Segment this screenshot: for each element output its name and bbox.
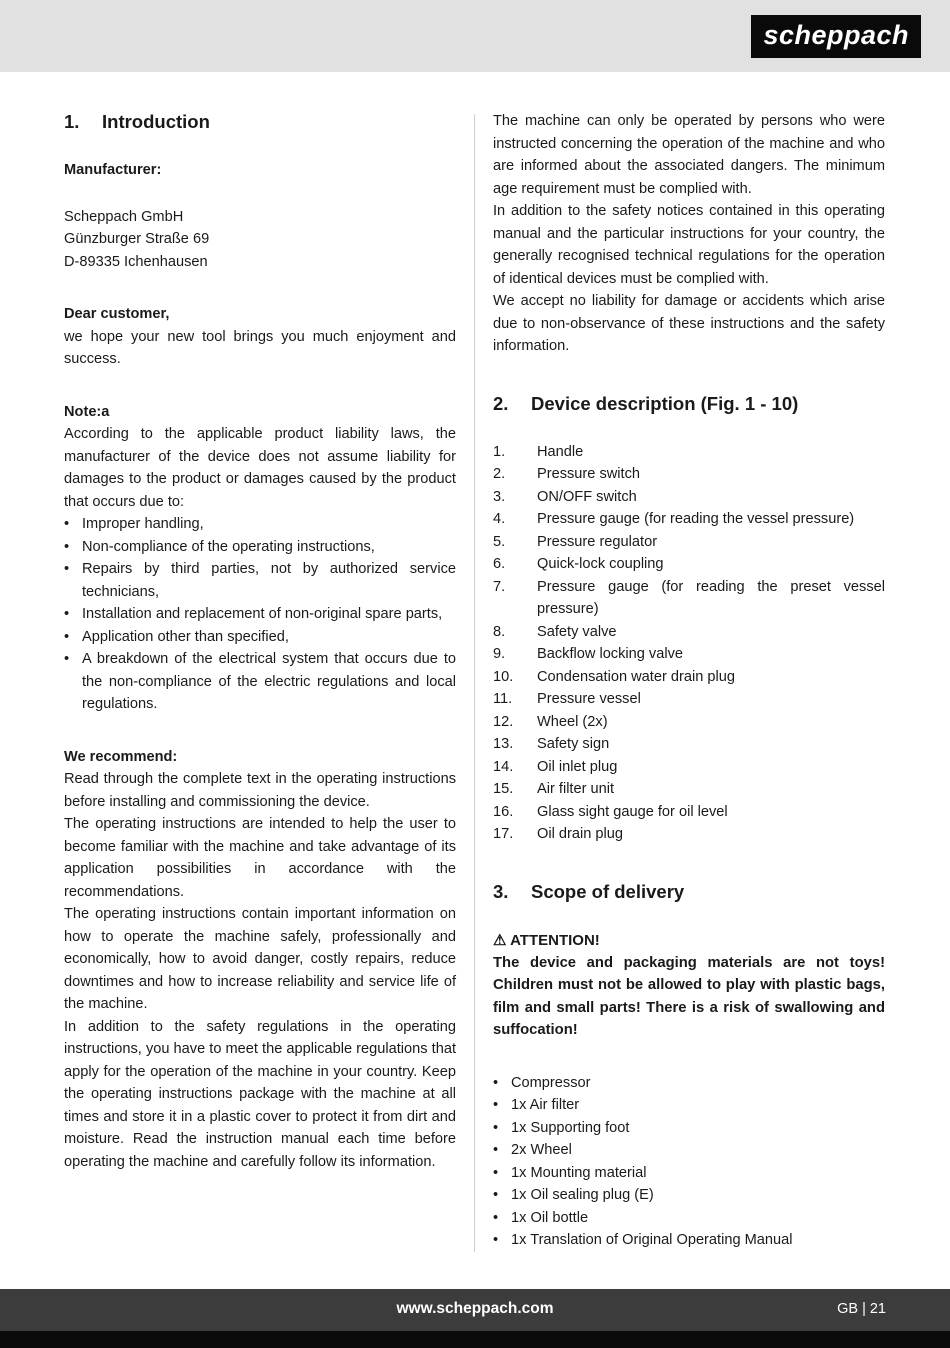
list-item: • Compressor — [493, 1072, 885, 1095]
section-title: Introduction — [102, 111, 210, 132]
paragraph: The operating instructions contain important information on how to operate the machine safely, professionally and economically, how to avoid danger, costly repairs, reduce downtimes and how to increase reliability and service life of the machine. — [64, 906, 456, 1012]
section-2-heading — [493, 392, 885, 415]
device-list-item: 16. Glass sight gauge for oil level — [493, 803, 728, 820]
page-footer — [0, 1289, 950, 1331]
device-list-item: 3. ON/OFF switch — [493, 488, 637, 505]
column-divider — [474, 114, 475, 1252]
delivery-list — [493, 1072, 885, 1252]
device-list-item: 11. Pressure vessel — [493, 691, 641, 707]
device-list-item: 1. Handle — [493, 443, 584, 460]
note-bullet-list — [64, 513, 456, 716]
manufacturer-label: Manufacturer: — [64, 162, 162, 178]
list-item: • Improper handling, — [64, 513, 456, 536]
section-title: Device description (Fig. 1 - 10) — [531, 392, 799, 414]
list-item: • Application other than specified, — [64, 626, 456, 649]
scheppach-logo — [751, 15, 921, 58]
bullet-icon: • — [64, 628, 70, 645]
section-title: Scope of delivery — [531, 880, 685, 902]
device-list — [493, 441, 885, 846]
dear-customer-block — [64, 303, 456, 371]
device-list-item: 15. Air filter unit — [493, 781, 615, 797]
manufacturer-address — [64, 206, 456, 274]
paragraph: The machine can only be operated by persons who were instructed concerning the operation of the machine and who are informed about the associated dangers. The minimum age requirement must be complied with. — [493, 113, 885, 197]
note-label: Note:a — [64, 403, 110, 420]
device-list-item: 2. Pressure switch — [493, 466, 640, 482]
list-item: • 1x Supporting foot — [493, 1117, 885, 1140]
device-list-item: 9. Backflow locking valve — [493, 646, 684, 662]
device-list-item: 10. Condensation water drain plug — [493, 668, 735, 685]
list-item: • Installation and replacement of non-original spare parts, — [64, 603, 456, 626]
page-number: GB | 21 — [837, 1301, 886, 1317]
device-list-item: 7. Pressure gauge (for reading the preset vessel pressure) — [493, 578, 885, 617]
paragraph: The operating instructions are intended to help the user to become familiar with the machine and take advantage of its application possibilities in accordance with the recommendations. — [64, 816, 456, 900]
list-item: • Repairs by third parties, not by authorized service technicians, — [64, 558, 456, 603]
device-list-item: 17. Oil drain plug — [493, 826, 623, 842]
device-list-item: 12. Wheel (2x) — [493, 713, 608, 730]
bullet-icon: • — [493, 1209, 499, 1226]
attention-heading — [493, 929, 885, 952]
device-list-item: 4. Pressure gauge (for reading the vessel pressure) — [493, 511, 855, 527]
device-list-item: 5. Pressure regulator — [493, 533, 658, 550]
note-block — [64, 401, 456, 716]
bullet-icon: • — [64, 538, 70, 555]
bullet-icon: • — [493, 1074, 499, 1091]
bottom-strip — [0, 1331, 950, 1348]
bullet-icon: • — [64, 651, 70, 667]
attention-label: ATTENTION! — [510, 931, 600, 949]
section-1-heading — [64, 110, 456, 133]
section-number: 2. — [493, 392, 509, 414]
section-number: 3. — [493, 880, 509, 902]
bullet-icon: • — [493, 1232, 499, 1248]
bullet-icon: • — [64, 516, 70, 532]
list-item: • 1x Oil sealing plug (E) — [493, 1184, 885, 1207]
list-item: • 1x Translation of Original Operating Manual — [493, 1229, 885, 1252]
address-line: Scheppach GmbH — [64, 208, 184, 225]
attention-block — [493, 929, 885, 1042]
recommend-block — [64, 746, 456, 1174]
list-item: • 1x Mounting material — [493, 1162, 885, 1185]
note-intro: According to the applicable product liability laws, the manufacturer of the device does not assume liability for damages to the product or damages caused by the product that occurs due to: — [64, 426, 456, 510]
recommend-label: We recommend: — [64, 748, 178, 765]
bullet-icon: • — [493, 1164, 499, 1181]
warning-icon: ⚠ — [493, 931, 507, 949]
page-header — [0, 0, 950, 72]
list-item: • 2x Wheel — [493, 1139, 885, 1162]
bullet-icon: • — [493, 1097, 499, 1113]
device-list-item: 14. Oil inlet plug — [493, 758, 618, 775]
section-3-heading — [493, 880, 885, 903]
device-list-item: 6. Quick-lock coupling — [493, 556, 664, 572]
bullet-icon: • — [64, 561, 70, 577]
dear-customer-label: Dear customer, — [64, 306, 170, 322]
address-line: D-89335 Ichenhausen — [64, 253, 208, 270]
dear-customer-text: we hope your new tool brings you much enjoyment and success. — [64, 328, 456, 367]
section-number: 1. — [64, 111, 80, 132]
paragraph: In addition to the safety regulations in the operating instructions, you have to meet the applicable regulations that apply for the operation of the machine in your country. Keep the operating instructions package with the machine at all times and store it in a plastic cover to protect it from dirt and moisture. Read the instruction manual each time before operating the machine and carefully follow its information. — [64, 1018, 456, 1170]
bullet-icon: • — [493, 1119, 499, 1136]
logo-text: scheppach — [763, 20, 909, 50]
list-item: • A breakdown of the electrical system that occurs due to the non-compliance of the electric regulations and local regulations. — [64, 648, 456, 716]
page-content — [0, 72, 950, 1252]
attention-text: The device and packaging materials are not toys! Children must not be allowed to play with plastic bags, film and small parts! There is a risk of swallowing and suffocation! — [493, 954, 885, 1038]
device-list-item: 13. Safety sign — [493, 736, 610, 752]
list-item: • 1x Oil bottle — [493, 1207, 885, 1230]
bullet-icon: • — [64, 606, 70, 622]
address-line: Günzburger Straße 69 — [64, 231, 210, 247]
left-column — [64, 110, 456, 1252]
list-item: • 1x Air filter — [493, 1094, 885, 1117]
bullet-icon: • — [493, 1187, 499, 1203]
list-item: • Non-compliance of the operating instructions, — [64, 536, 456, 559]
right-column — [493, 110, 885, 1252]
paragraph: Read through the complete text in the operating instructions before installing and commissioning the device. — [64, 771, 456, 810]
device-list-item: 8. Safety valve — [493, 623, 617, 640]
bullet-icon: • — [493, 1142, 499, 1158]
paragraph: In addition to the safety notices contained in this operating manual and the particular instructions for your country, the generally recognised technical regulations for the operation of identical devices must be complied with. — [493, 203, 885, 287]
footer-url: www.scheppach.com — [396, 1300, 554, 1317]
paragraph: We accept no liability for damage or accidents which arise due to non-observance of these instructions and the safety information. — [493, 293, 885, 354]
